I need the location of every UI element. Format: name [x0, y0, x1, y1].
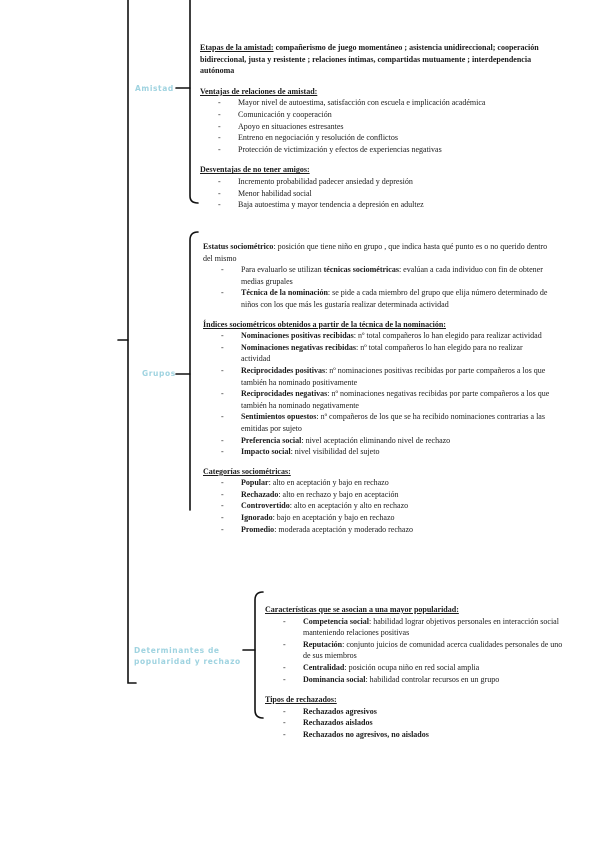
list-item: - Preferencia social: nivel aceptación eliminando nivel de rechazo — [203, 435, 551, 447]
list-item: - Rechazados aislados — [265, 717, 565, 729]
estatus-paragraph — [203, 241, 551, 264]
caracteristicas-heading: Características que se asocian a una mayor popularidad: — [265, 605, 459, 614]
amistad-block — [200, 42, 545, 211]
list-item: - Incremento probabilidad padecer ansiedad y depresión — [200, 176, 545, 188]
list-item: - Reciprocidades negativas: nº nominaciones negativas recibidas por parte compañeros a los que también ha nominado negativamente — [203, 388, 551, 411]
list-item: - Dominancia social: habilidad controlar recursos en un grupo — [265, 674, 565, 686]
main-trunk-line — [128, 0, 136, 683]
list-item: - Baja autoestima y mayor tendencia a depresión en adultez — [200, 199, 545, 211]
list-item: - Rechazado: alto en rechazo y bajo en aceptación — [203, 489, 551, 501]
list-item: - Centralidad: posición ocupa niño en red social amplia — [265, 662, 565, 674]
desventajas-heading: Desventajas de no tener amigos: — [200, 165, 310, 175]
section-label-amistad: Amistad — [135, 84, 174, 93]
section-label-grupos: Grupos — [142, 369, 176, 378]
ventajas-heading: Ventajas de relaciones de amistad: — [200, 86, 318, 96]
list-item: - Rechazados no agresivos, no aislados — [265, 729, 565, 741]
list-item: - Competencia social: habilidad lograr objetivos personales en interacción social manteniendo relaciones positivas — [265, 616, 565, 639]
etapas-text: compañerismo de juego momentáneo ; asistencia unidireccional; cooperación bidireccional, justa y resistente ; relaciones íntimas, compartidas mutuamente ; interdependencia autónoma — [200, 43, 539, 76]
list-item: - Reciprocidades positivas: nº nominaciones positivas recibidas por parte compañeros a los que también ha nominado positivamente — [203, 365, 551, 388]
list-item: - Mayor nivel de autoestima, satisfacción con escuela e implicación académica — [200, 97, 545, 109]
caracteristicas-list — [265, 616, 565, 686]
list-item: - Impacto social: nivel visibilidad del sujeto — [203, 446, 551, 458]
list-item: - Comunicación y cooperación — [200, 109, 545, 121]
indices-heading: Índices sociométricos obtenidos a partir de la técnica de la nominación: — [203, 319, 446, 329]
indices-list — [203, 330, 551, 458]
list-item: - Sentimientos opuestos: nº compañeros de los que se ha recibido nominaciones contrarias a las emitidas por sujeto — [203, 411, 551, 434]
list-item: - Para evaluarlo se utilizan técnicas sociométricas: evalúan a cada individuo con fin de obtener medias grupales — [203, 264, 551, 287]
estatus-text: : posición que tiene niño en grupo , que indica hasta qué punto es o no querido dentro del mismo — [203, 242, 548, 263]
categorias-heading: Categorías sociométricas: — [203, 466, 291, 476]
list-item: - Apoyo en situaciones estresantes — [200, 121, 545, 133]
list-item: - Nominaciones positivas recibidas: nº total compañeros lo han elegido para realizar actividad — [203, 330, 551, 342]
determinantes-block — [265, 604, 565, 741]
list-item: - Ignorado: bajo en aceptación y bajo en rechazo — [203, 512, 551, 524]
categorias-list — [203, 477, 551, 535]
list-item: - Popular: alto en aceptación y bajo en rechazo — [203, 477, 551, 489]
etapas-heading: Etapas de la amistad: — [200, 43, 274, 52]
list-item: - Reputación: conjunto juicios de comunidad acerca cualidades personales de uno de sus miembros — [265, 639, 565, 662]
list-item: - Promedio: moderada aceptación y moderado rechazo — [203, 524, 551, 536]
section-label-determinantes: Determinantes de popularidad y rechazo — [134, 646, 241, 666]
ventajas-list — [200, 97, 545, 155]
list-item: - Nominaciones negativas recibidas: nº total compañeros lo han elegido para no realizar actividad — [203, 342, 551, 365]
etapas-paragraph — [200, 42, 545, 77]
estatus-list — [203, 264, 551, 310]
grupos-brace — [190, 232, 198, 510]
tipos-list — [265, 706, 565, 741]
determinantes-brace — [255, 592, 263, 718]
list-item: - Menor habilidad social — [200, 188, 545, 200]
tipos-heading: Tipos de rechazados: — [265, 695, 337, 705]
estatus-term: Estatus sociométrico — [203, 242, 274, 251]
desventajas-list — [200, 176, 545, 211]
list-item: - Entreno en negociación y resolución de conflictos — [200, 132, 545, 144]
list-item: - Rechazados agresivos — [265, 706, 565, 718]
list-item: - Técnica de la nominación: se pide a cada miembro del grupo que elija número determinado de niños con los que más les gustaría realizar determinada actividad — [203, 287, 551, 310]
list-item: - Controvertido: alto en aceptación y alto en rechazo — [203, 500, 551, 512]
list-item: - Protección de victimización y efectos de experiencias negativas — [200, 144, 545, 156]
amistad-brace — [190, 0, 198, 203]
grupos-block — [203, 241, 551, 535]
